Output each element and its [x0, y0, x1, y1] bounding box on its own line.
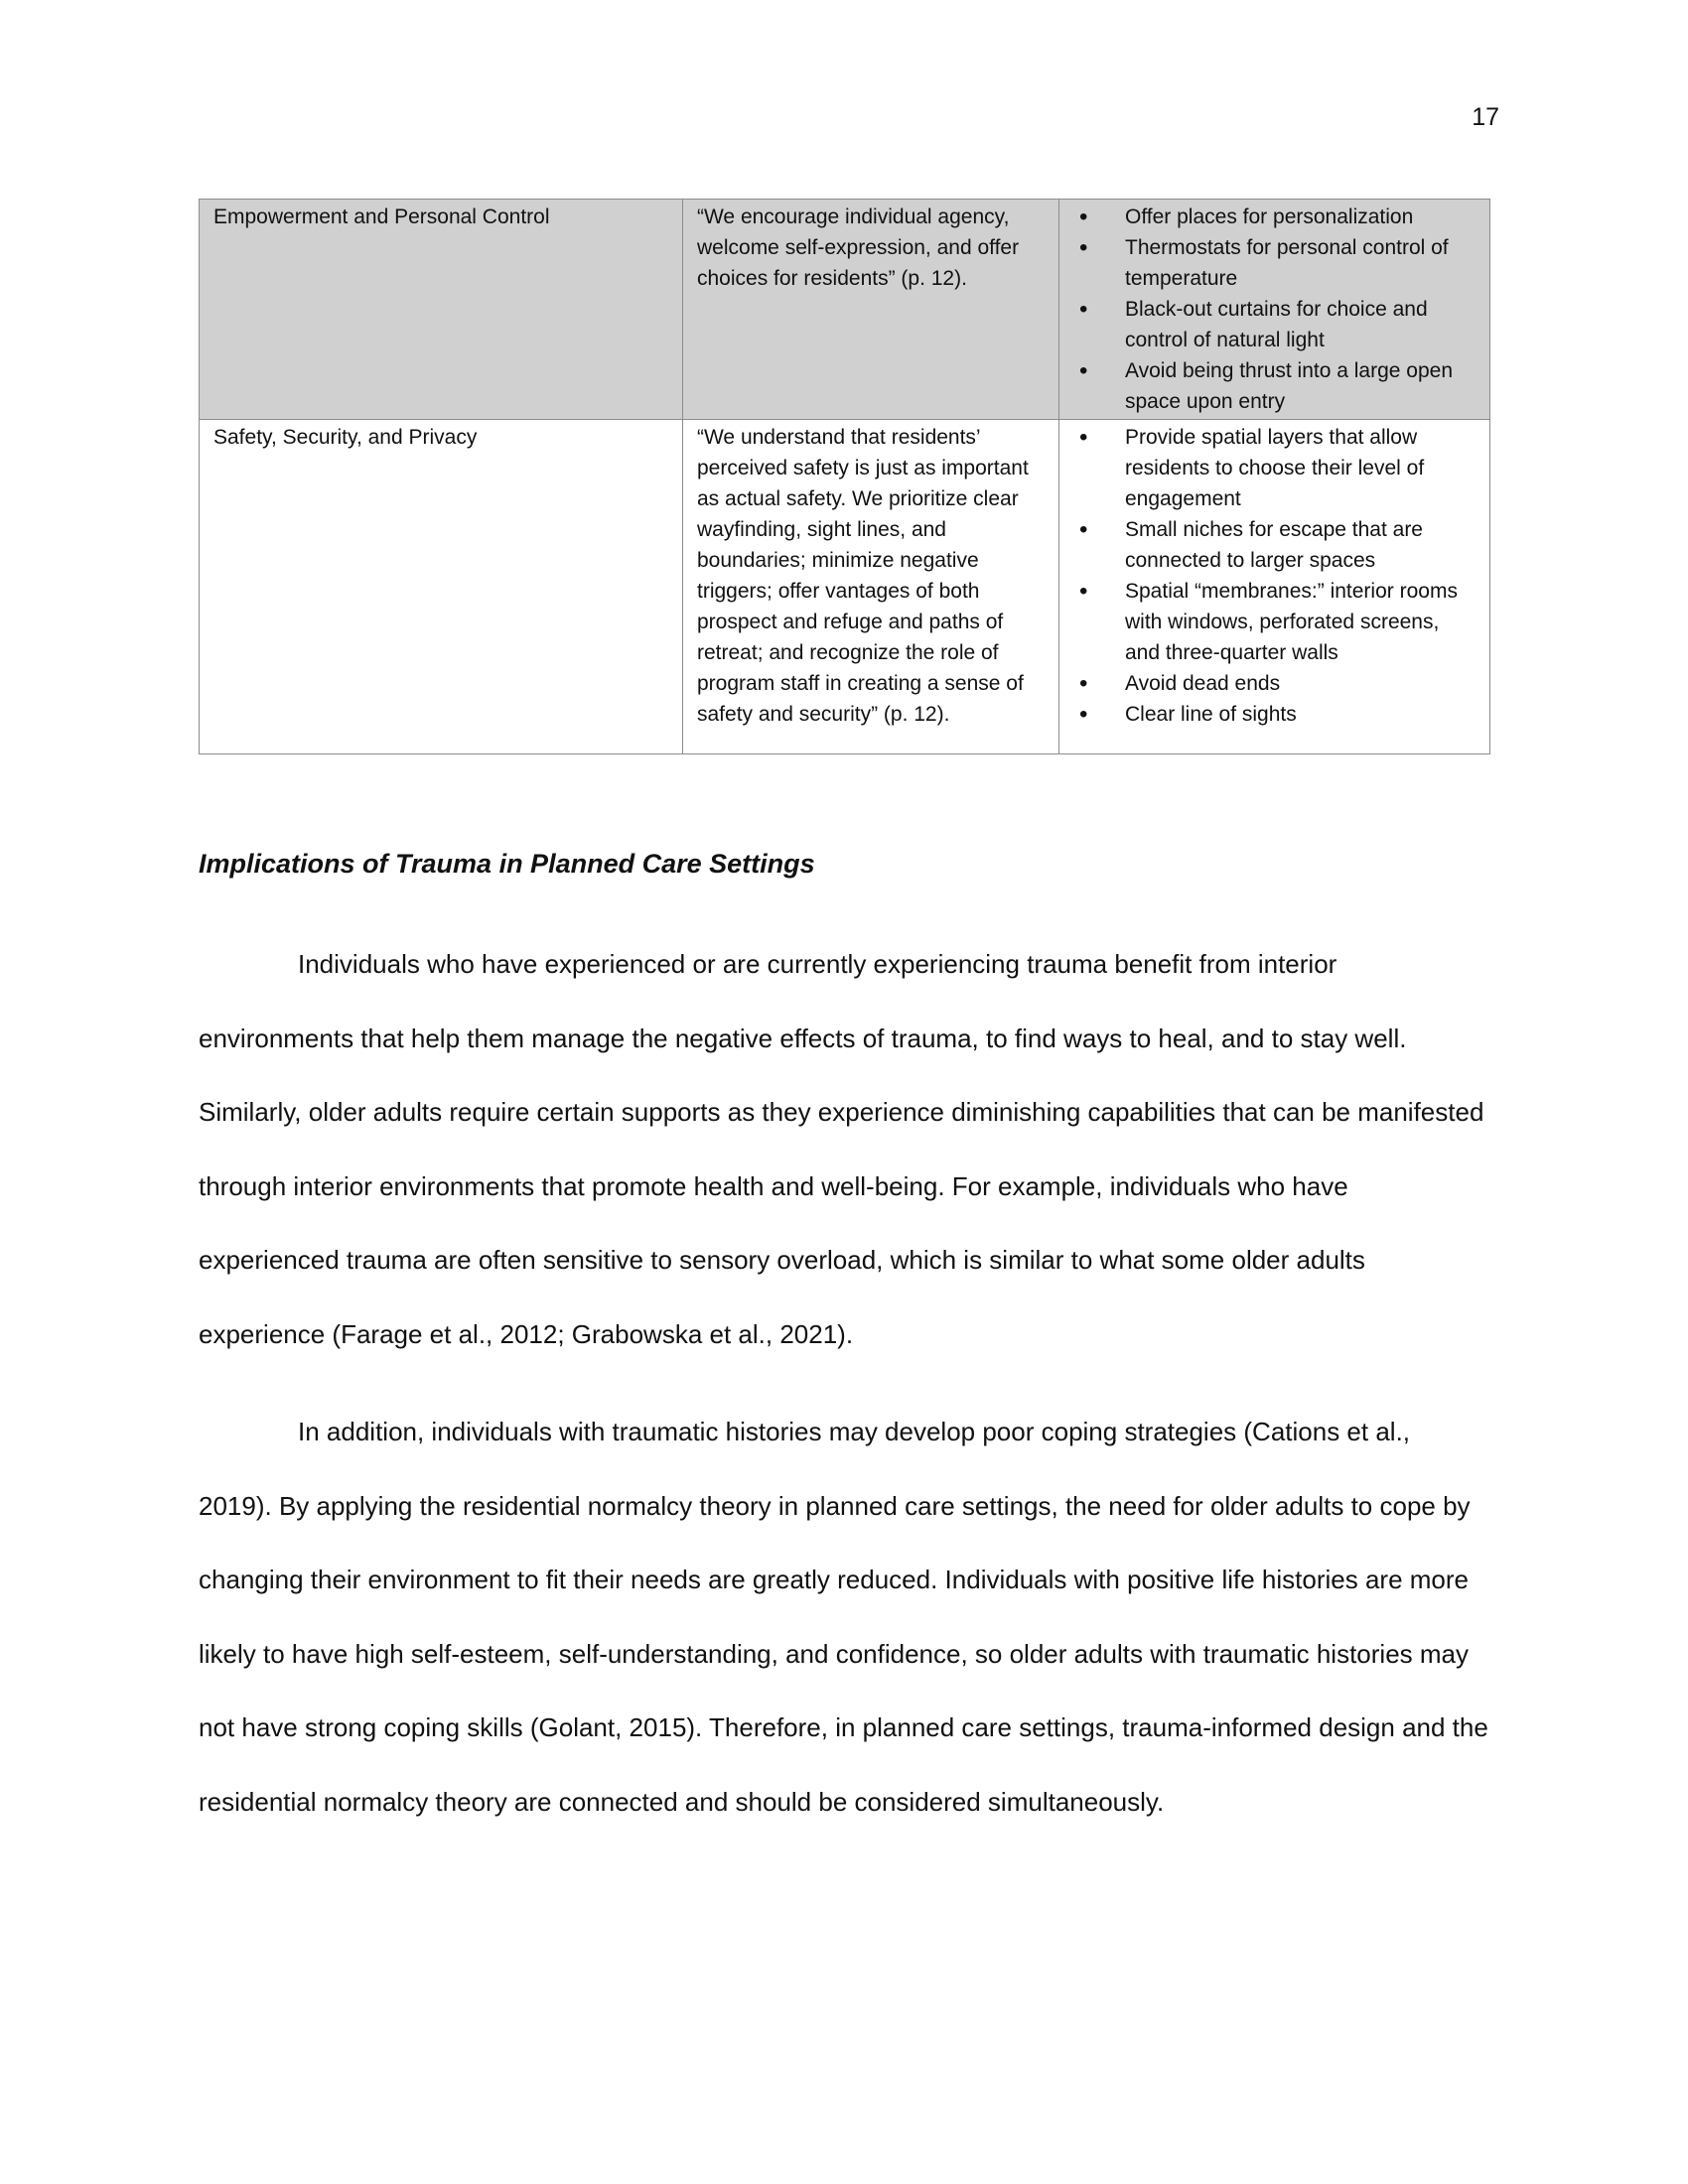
section-heading: Implications of Trauma in Planned Care Settings: [199, 849, 815, 879]
table-row: [200, 420, 1490, 754]
strategy-item: • Avoid dead ends: [1073, 668, 1477, 699]
body-paragraph: In addition, individuals with traumatic histories may develop poor coping strategies (Cations et al., 2019). By applying the residential normalcy theory in planned care settings, the need for older adults to cope by changing their environment to fit their needs are greatly reduced. Individuals with positive life histories are more likely to have high self-esteem, self-understanding, and confidence, so older adults with traumatic histories may not have strong coping skills (Golant, 2015). Therefore, in planned care settings, trauma-informed design and the residential normalcy theory are connected and should be considered simultaneously.: [199, 1417, 1488, 1817]
principle-cell: Empowerment and Personal Control: [200, 200, 683, 420]
strategy-item: • Thermostats for personal control of temperature: [1073, 232, 1477, 294]
quote-cell: “We understand that residents’ perceived safety is just as important as actual safety. We prioritize clear wayfinding, sight lines, and boundaries; minimize negative triggers; offer vantages of both prospect and refuge and paths of retreat; and recognize the role of program staff in creating a sense of safety and security” (p. 12).: [683, 420, 1059, 754]
strategy-item: • Clear line of sights: [1073, 699, 1477, 730]
strategies-cell: [1059, 200, 1490, 420]
strategy-item: • Offer places for personalization: [1073, 202, 1477, 232]
strategy-item: • Avoid being thrust into a large open space upon entry: [1073, 355, 1477, 417]
strategy-item: • Small niches for escape that are connected to larger spaces: [1073, 514, 1477, 576]
body-paragraph: Individuals who have experienced or are currently experiencing trauma benefit from interior environments that help them manage the negative effects of trauma, to find ways to heal, and to stay well. Similarly, older adults require certain supports as they experience diminishing capabilities that can be manifested through interior environments that promote health and well-being. For example, individuals who have experienced trauma are often sensitive to sensory overload, which is similar to what some older adults experience (Farage et al., 2012; Grabowska et al., 2021).: [199, 949, 1484, 1349]
strategies-cell: [1059, 420, 1490, 754]
strategy-item: • Spatial “membranes:” interior rooms with windows, perforated screens, and three-quarter walls: [1073, 576, 1477, 668]
principle-cell: Safety, Security, and Privacy: [200, 420, 683, 754]
strategy-list: [1073, 422, 1477, 730]
quote-cell: “We encourage individual agency, welcome self-expression, and offer choices for residents” (p. 12).: [683, 200, 1059, 420]
table-row: [200, 200, 1490, 420]
strategy-item: • Black-out curtains for choice and control of natural light: [1073, 294, 1477, 355]
page-number: 17: [1472, 103, 1499, 131]
design-principles-table: [199, 199, 1490, 754]
strategy-item: • Provide spatial layers that allow residents to choose their level of engagement: [1073, 422, 1477, 514]
strategy-list: [1073, 202, 1477, 417]
